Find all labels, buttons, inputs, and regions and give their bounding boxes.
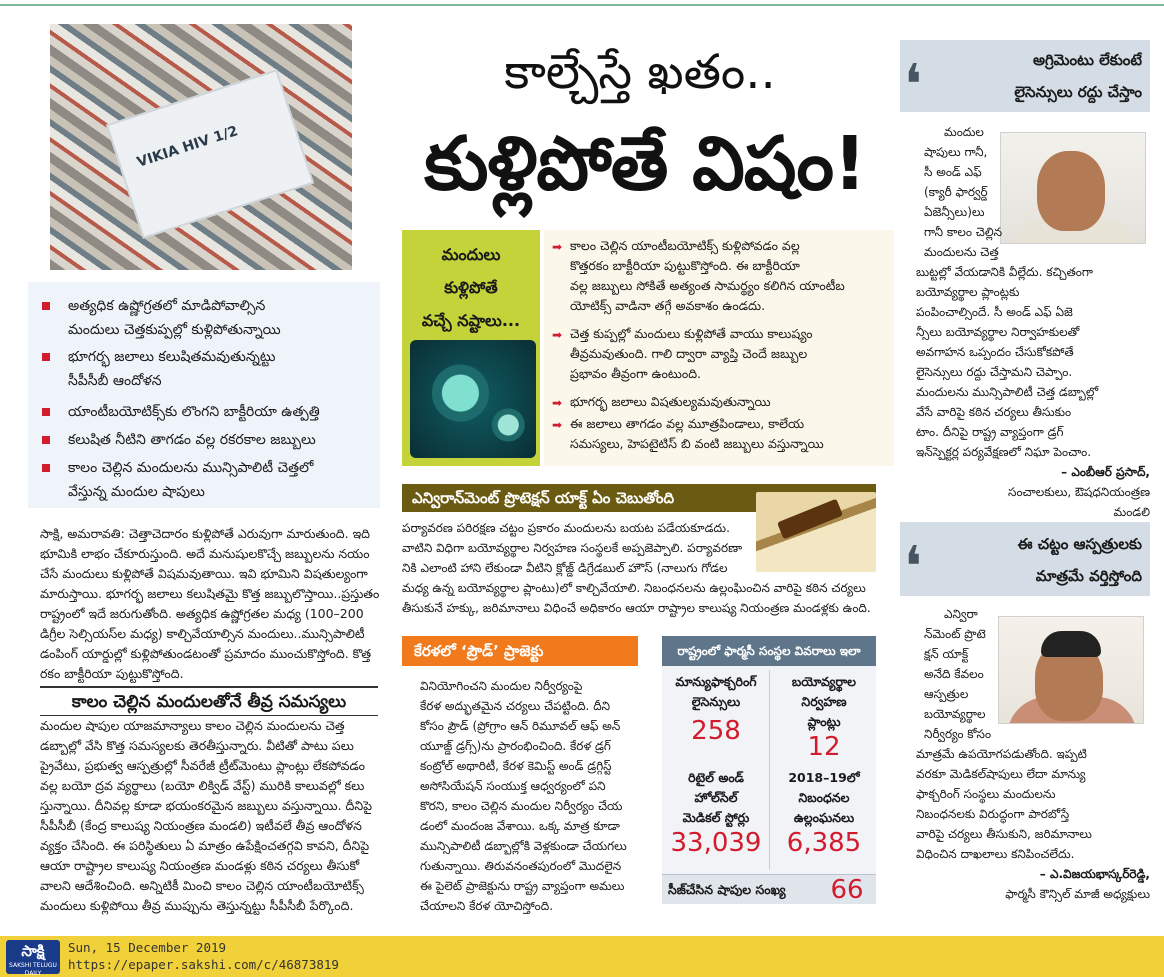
bullet-square-icon [42, 464, 50, 472]
bullet-square-icon [42, 353, 50, 361]
bullet-square-icon [42, 436, 50, 444]
bullet-continuation: వేస్తున్న మందుల షాపులు [68, 484, 205, 500]
bullet-continuation: మందులు చెత్తకుప్పల్లో కుళ్లిపోతున్నాయి [68, 322, 281, 338]
footer-url[interactable]: https://epaper.sakshi.com/c/46873819 [68, 957, 339, 972]
env-act-text: పర్యావరణ పరిరక్షణ చట్టం ప్రకారం మందులను బయట పడేయకూడదు. వాటిని విధిగా బయోవ్యర్థాల నిర్వహణ సంస్థలకే అప్పజెప్పాలి. పర్యావరణా నికి ఎలాంటి హాని లేకుండా వీటిని క్లోజ్డ్‌ డిగ్రేడబుల్‌ హౌస్‌ (నాలుగు గోడల మధ్య ఉన్న బయోవ్యర్థాల ప్లాంటు)లో కాల్చివేయాలి. నిబంధనలను ఉల్లంఘించిన వారిపై కఠిన చర్యలు తీసుకునే హక్కు, జరిమానాలు విధించే అధికారం ఆయా రాష్ట్రాల కాలుష్య నియంత్రణ మండళ్లకు ఉంది. [402, 521, 871, 615]
bullet-square-icon [42, 408, 50, 416]
section2-paragraph: మందుల షాపుల యాజమాన్యాలు కాలం చెల్లిన మందులను చెత్త డబ్బాల్లో వేసి కొత్త సమస్యలకు తెరతీస్తున్నారు. వీటితో పాటు పలు ప్రైవేటు, ప్రభుత్వ ఆస్పత్రుల్లో సీవరేజీ ట్రీట్‌మెంటు ప్లాంట్లు లేకపోవడం వల్ల బయో ద్రవ వ్యర్థాలు (బయో లిక్విడ్‌ వేస్ట్‌) మురికి కాలువల్లో కలు స్తున్నాయి. దీనివల్ల కూడా భయంకరమైన జబ్బులు వస్తున్నాయి. దీనిపై సీపీసీబీ (కేంద్ర కాలుష్య నియంత్రణ మండలి) ఇటీవలే తీవ్ర ఆందోళన వ్యక్తం చేసింది. ఈ పరిస్థితులు ఏ మాత్రం ఉపేక్షించతగ్గవి కావని, దీనిపై ఆయా రాష్ట్రాల కాలుష్య నియంత్రణ మండళ్లు కఠిన చర్యలు తీసుకో వాలని ఆదేశించింది. అన్నిటికీ మించి కాలం చెల్లిన యాంటీబయోటిక్స్‌ మందులు కుళ్లిపోయి తీవ్ర ముప్పును తెస్తున్నట్టు సీపీసీబీ పేర్కొంది. [40, 718, 373, 913]
stat-bio-plants: బయోవ్యర్థాల నిర్వహణ ప్లాంట్లు 12 [791, 674, 857, 762]
quote1-title: అగ్రిమెంటు లేకుంటే లైసెన్సులు రద్దు చేస్తాం [1014, 51, 1142, 101]
quote-mark-icon: ❛ [904, 53, 923, 118]
losses-title: మందులు కుళ్లిపోతే వచ్చే నష్టాలు... [421, 245, 521, 330]
quote1-header [900, 40, 1150, 118]
quote-mark-icon: ❛ [904, 535, 923, 600]
arrow-right-icon: ➡ [552, 418, 563, 432]
seized-label: సీజ్‌చేసిన షాపుల సంఖ్య [668, 882, 786, 897]
quote2-title: ఈ చట్టం ఆస్పత్రులకు మాత్రమే వర్తిస్తోంది [1017, 535, 1142, 585]
bullet-item: భూగర్భ జలాలు కలుషితమవుతున్నట్టు [42, 345, 372, 369]
bullet-item: కాలం చెల్లిన మందులను మున్సిపాలిటీ చెత్తలో [42, 456, 372, 480]
seized-value: 66 [830, 875, 864, 905]
bullet-item: యాంటీబయోటిక్స్‌కు లొంగని బాక్టీరియా ఉత్పత్తి [42, 400, 372, 424]
loss-point: ➡ ఈ జలాలు తాగడం వల్ల మూత్రపిండాలు, కాలేయ సమస్యలు, హెపటైటిస్‌ బి వంటి జబ్బులు వస్తున్నాయి [552, 416, 824, 451]
loss-point: ➡ భూగర్భ జలాలు విషతుల్యమవుతున్నాయి [552, 392, 892, 412]
bullet-item: అత్యధిక ఉష్ణోగ్రతలో మాడిపోవాల్సిన [42, 294, 372, 318]
section-subheading: కాలం చెల్లిన మందులతోనే తీవ్ర సమస్యలు [40, 686, 378, 716]
seized-shops-row [662, 874, 876, 904]
arrow-right-icon: ➡ [552, 328, 563, 342]
headline-line2: కుళ్లిపోతే విషం! [424, 121, 866, 207]
sakshi-logo[interactable]: సాక్షి SAKSHI TELUGU DAILY [6, 940, 60, 974]
headline-line1: కాల్చేస్తే ఖతం.. [504, 44, 776, 100]
env-act-heading: ఎన్విరాన్‌మెంట్‌ ప్రొటెక్షన్‌ యాక్ట్‌ ఏం చెబుతోంది [402, 484, 876, 512]
quote2-header [900, 522, 1150, 600]
stat-violations: 2018–19లో నిబంధనల ఉల్లంఘనలు 6,385 [786, 770, 862, 858]
quote1-text: మందుల షాపులు గానీ, సీ అండ్‌ ఎఫ్‌ (క్యారీ ఫార్వర్డ్‌ ఏజెన్సీలు)లు గానీ కాలం చెల్లిన మందులను చెత్త బుట్టల్లో వేయడానికి వీల్లేదు. కచ్చితంగా బయోవ్యర్థాల ప్లాంట్లకు పంపించాల్సిందే. సీ అండ్‌ ఎఫ్‌ ఏజె న్సీలు బయోవ్యర్థాల నిర్వాహకులతో అవగాహన ఒప్పందం చేసుకోకపోతే లైసెన్సులు రద్దు చేస్తామని చెప్పాం. మందులను మున్సిపాలిటీ చెత్త డబ్బాల్లో వేసే వారిపై కఠిన చర్యలు తీసుకుం టాం. దీనిపై రాష్ట్ర వ్యాప్తంగా డ్రగ్‌ ఇన్‌స్పెక్టర్ల పర్యవేక్షణలో నిఘా పెంచాం. – ఎంబీఆర్‌ ప్రసాద్‌, సంచాలకులు, ఔషధనియంత్రణ మండలి [916, 125, 1150, 519]
bullet-continuation: సీపీసీబీ ఆందోళన [68, 373, 162, 389]
stats-heading: రాష్ట్రంలో ఫార్మసీ సంస్థల వివరాలు ఇలా [662, 636, 876, 666]
bullet-square-icon [42, 302, 50, 310]
quote2-text: ఎన్విరా న్‌మెంట్‌ ప్రొటె క్షన్‌ యాక్ట్‌ అనేది కేవలం ఆస్పత్రుల బయోవ్యర్థాల నిర్వీర్యం కోసం మాత్రమే ఉపయోగపడుతోంది. ఇప్పటి వరకూ మెడికల్‌షాపులు లేదా మాన్యు ఫాక్చరింగ్‌ సంస్థలు మందులను నిబంధనలకు విరుద్ధంగా పారబోస్తే వారిపై చర్యలు తీసుకుని, జరిమానాలు విధించిన దాఖలాలు కనిపించలేదు. – ఎ.విజయభాస్కర్‌రెడ్డి, ఫార్మసీ కౌన్సిల్‌ మాజీ అధ్యక్షులు [916, 607, 1150, 901]
photo-label: VIKIA HIV 1/2 [135, 123, 240, 171]
kerala-heading: కేరళలో ‘ప్రౌడ్‌’ ప్రాజెక్టు [402, 636, 638, 666]
stat-manufacturing: మాన్యుఫాక్చరింగ్‌ లైసెన్సులు 258 [675, 674, 757, 746]
medical-waste-photo [50, 24, 352, 270]
arrow-right-icon: ➡ [552, 240, 563, 254]
loss-point: ➡ చెత్త కుప్పల్లో మందులు కుళ్లిపోతే వాయు కాలుష్యం తీవ్రమవుతుంది. గాలి ద్వారా వ్యాప్తి చెందే జబ్బుల ప్రభావం తీవ్రంగా ఉంటుంది. [552, 326, 813, 381]
arrow-right-icon: ➡ [552, 396, 563, 410]
top-rule [0, 0, 1164, 6]
intro-paragraph: సాక్షి, అమరావతి: చెత్తాచెదారం కుళ్లిపోతే ఎరువుగా మారుతుంది. ఇది భూమికి లాభం చేకూరుస్తుంది. అదే మనుషులకొచ్చే జబ్బులను నయం చేసే మందులు కుళ్లిపోతే విషమవుతాయి. ఇవి భూమిని విషతుల్యంగా మారుస్తాయి. భూగర్భ జలాలు కలుషితమై కొత్త జబ్బులొస్తాయి..ప్రస్తుతం రాష్ట్రంలో ఇదే జరుగుతోంది. అత్యధిక ఉష్ణోగ్రతల మధ్య (100–200 డిగ్రీల సెల్సియస్‌ల మధ్య) కాల్చివేయాల్సిన మందులు..మున్సిపాలిటీ డంపింగ్‌ యార్డుల్లో కుళ్లిపోతుండటంతో ప్రమాదం ముంచుకొస్తోంది. కొత్త రకం బాక్టీరియా పుట్టుకొస్తోంది. [40, 526, 380, 681]
footer-date: Sun, 15 December 2019 [68, 940, 227, 955]
loss-point: ➡ కాలం చెల్లిన యాంటీబయోటిక్స్‌ కుళ్లిపోవడం వల్ల కొత్తరకం బాక్టీరియా పుట్టుకొస్తోంది. ఈ బాక్టీరియా వల్ల జబ్బులు సోకితే అత్యంత సామర్థ్యం కలిగిన యాంటీబ యోటిక్స్‌ వాడినా తగ్గే అవకాశం ఉండదు. [552, 238, 845, 313]
kerala-text: వినియోగించని మందుల నిర్వీర్యంపై కేరళ అద్భుతమైన చర్యలు చేపట్టింది. దీని కోసం ప్రౌడ్‌ (ప్రోగ్రాం ఆన్‌ రిమూవల్‌ ఆఫ్‌ అన్‌ యూజ్డ్‌ డ్రగ్స్‌)ను ప్రారంభించింది. కేరళ డ్రగ్‌ కంట్రోల్‌ అథారిటీ, కేరళ కెమిస్ట్‌ అండ్‌ డ్రగ్గిస్ట్‌ అసోసియేషన్‌ సంయుక్త ఆధ్వర్యంలో పని కొరని, కాలం చెల్లిన మందుల నిర్వీర్యం చేయ డంలో మందంజ వేశాయి. ఒక్క మాత్ర కూడా మున్సిపాలిటీ డబ్బాల్లోకి వెళ్లకుండా చేయగలు గుతున్నాయి. తిరువనంతపురంలో మొదలైన ఈ పైలెట్‌ ప్రాజెక్టును రాష్ట్ర వ్యాప్తంగా అమలు చేయాలని కేరళ యోచిస్తోంది. [420, 679, 627, 913]
stat-stores: రిటైల్‌ అండ్‌ హోల్‌సేల్‌ మెడికల్‌ స్టోర్లు 33,039 [670, 770, 762, 858]
bullet-item: కలుషిత నీటిని తాగడం వల్ల రకరకాల జబ్బులు [42, 428, 372, 452]
virus-illustration [410, 340, 536, 458]
stats-divider [769, 670, 770, 870]
